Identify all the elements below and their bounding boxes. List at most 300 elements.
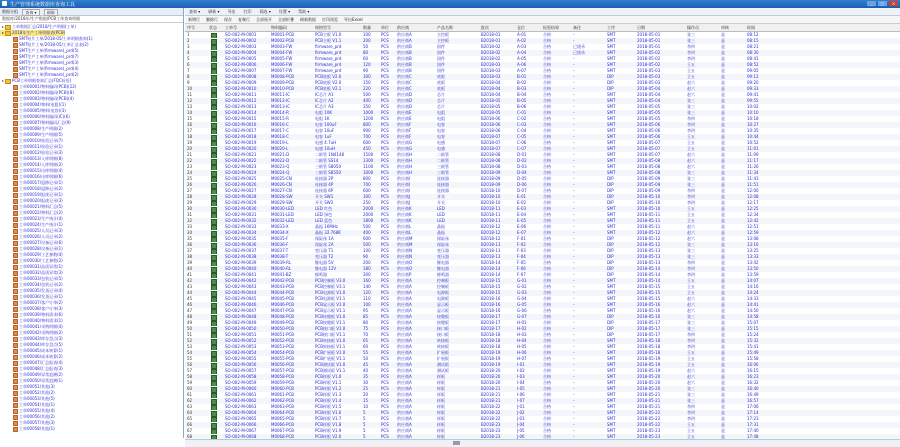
tree-node-label: 工单00035/发货记录(4): [19, 288, 63, 293]
query-button[interactable]: 查询 ▾: [22, 9, 39, 16]
table-cell: SO-002-M-0043: [225, 284, 257, 289]
table-cell: 2018-05-16: [637, 314, 661, 319]
document-icon: [13, 199, 18, 204]
table-cell: 14:07: [747, 278, 759, 283]
table-cell: 供应商B: [397, 56, 412, 61]
main-panel: [185, 8, 900, 438]
table-cell: 供应商H: [397, 158, 413, 163]
column-header[interactable]: 序号: [187, 25, 195, 30]
document-icon: [13, 85, 18, 90]
table-cell: SMT: [607, 278, 616, 283]
table-cell: I-04: [517, 380, 525, 385]
table-cell: B2018-11: [481, 212, 501, 217]
table-cell: -: [573, 80, 575, 85]
table-cell: PCS: [381, 350, 389, 355]
table-cell: SMT: [607, 56, 616, 61]
column-header[interactable]: 审核: [721, 25, 729, 30]
table-cell: 2018-05-17: [637, 332, 661, 337]
maximize-button[interactable]: □: [878, 1, 887, 6]
table-cell: 连接器: [437, 188, 449, 193]
table-cell: 供应商A: [397, 290, 412, 295]
table-cell: 70: [363, 332, 369, 337]
action-button[interactable]: 刷新数据: [300, 17, 316, 22]
table-cell: 供应商A: [397, 362, 412, 367]
table-cell: DIP: [607, 80, 614, 85]
table-cell: M0030-LED: [271, 206, 294, 211]
table-cell: M0025-CN: [271, 176, 292, 181]
table-cell: 合格: [543, 362, 551, 367]
table-cell: SO-002-M-0005: [225, 56, 257, 61]
tree-node-label: 工单00030/工艺参数(2): [19, 258, 63, 263]
table-cell: 2018-05-03: [637, 80, 661, 85]
table-cell: 供应商A: [397, 386, 412, 391]
toolbar-item[interactable]: 刷新 ▾: [208, 9, 220, 14]
table-cell: 是: [721, 194, 725, 199]
table-cell: M0039-RL: [271, 260, 292, 265]
table-cell: 14:24: [747, 290, 759, 295]
table-cell: 李四: [687, 194, 695, 199]
table-cell: B2018-04: [481, 86, 501, 91]
table-cell: 2018-05-14: [637, 278, 661, 283]
action-button[interactable]: 全部折叠: [278, 17, 294, 22]
table-cell: 张三: [687, 326, 695, 331]
tree-node-label: 工单00007/物料编码汇总(9): [19, 120, 71, 125]
table-cell: PCS: [381, 272, 389, 277]
document-icon: [13, 247, 18, 252]
table-cell: B2018-20: [481, 380, 501, 385]
table-cell: M0031-LED: [271, 212, 294, 217]
column-header[interactable]: 规格型号: [315, 25, 331, 30]
table-cell: PCS: [381, 146, 389, 151]
refresh-button[interactable]: 刷新: [44, 9, 58, 16]
expand-toggle-icon[interactable]: ▸: [2, 24, 5, 29]
table-cell: B2018-21: [481, 386, 501, 391]
table-cell: 供应商K: [397, 206, 412, 211]
table-cell: 2018-05-22: [637, 416, 661, 421]
table-cell: 11:17: [747, 158, 759, 163]
table-cell: 16: [187, 122, 193, 127]
table-cell: B2018-02: [481, 50, 501, 55]
table-cell: B2018-03: [481, 68, 501, 73]
resize-handle[interactable]: [453, 441, 460, 445]
table-cell: 2018-05-15: [637, 296, 661, 301]
column-header[interactable]: 工序: [607, 25, 615, 30]
table-cell: 供应商C: [397, 74, 412, 79]
table-cell: 芯片: [437, 98, 445, 103]
table-cell: 开关: [437, 200, 445, 205]
column-header[interactable]: 产品名称: [437, 25, 453, 30]
table-cell: -: [573, 344, 575, 349]
table-cell: 800: [363, 176, 371, 181]
table-cell: -: [573, 296, 575, 301]
table-cell: 合格: [543, 98, 551, 103]
table-cell: 是: [721, 218, 725, 223]
table-cell: G-03: [517, 290, 527, 295]
table-cell: M0007-FW: [271, 68, 293, 73]
table-cell: 是: [721, 350, 725, 355]
table-cell: I-02: [517, 368, 525, 373]
table-cell: 10: [187, 86, 193, 91]
table-cell: 2018-05-13: [637, 260, 661, 265]
table-cell: 赵六: [687, 380, 695, 385]
table-cell: G-07: [517, 314, 527, 319]
column-header[interactable]: 时间: [747, 25, 755, 30]
table-cell: DIP: [607, 236, 614, 241]
action-bar: [185, 16, 900, 24]
table-cell: -: [573, 320, 575, 325]
table-cell: SO-002-M-0033: [225, 224, 257, 229]
table-cell: PCS: [381, 428, 389, 433]
table-cell: 合格: [543, 140, 551, 145]
table-cell: 200: [363, 38, 371, 43]
table-cell: 14:58: [747, 314, 759, 319]
table-cell: 晶振 16MHz: [315, 224, 338, 229]
table-cell: 供应商M: [397, 236, 413, 241]
table-cell: B2018-01: [481, 32, 501, 37]
table-cell: 2018-05-04: [637, 92, 661, 97]
table-cell: LED: [437, 206, 445, 211]
column-header[interactable]: 物料编码: [271, 25, 287, 30]
table-cell: 李四: [687, 122, 695, 127]
table-cell: M0028-SW: [271, 194, 293, 199]
table-cell: 李四: [687, 200, 695, 205]
column-header[interactable]: 操作员: [687, 25, 699, 30]
tree-node-label: SMT生产工单(firmware)_prd(2): [19, 72, 79, 77]
table-cell: SO-002-M-0010: [225, 86, 257, 91]
table-cell: 张三: [687, 32, 695, 37]
table-cell: -: [573, 404, 575, 409]
table-cell: -: [573, 290, 575, 295]
table-cell: 电源板: [437, 290, 449, 295]
table-cell: 11: [187, 92, 193, 97]
table-cell: PCS: [381, 86, 389, 91]
table-cell: 是: [721, 290, 725, 295]
table-cell: 12:08: [747, 194, 759, 199]
table-cell: 15: [363, 398, 369, 403]
table-cell: 李四: [687, 128, 695, 133]
table-cell: 李四: [687, 116, 695, 121]
table-cell: 转接板: [437, 338, 449, 343]
table-cell: -: [573, 434, 575, 439]
table-cell: -: [573, 86, 575, 91]
table-cell: 赵六: [687, 224, 695, 229]
table-cell: M0048-PCB: [271, 314, 295, 319]
table-cell: 合格: [543, 296, 551, 301]
tree-node-label: 工单00047/汇总报表(4): [19, 360, 63, 365]
table-cell: H-07: [517, 356, 527, 361]
table-cell: 合格: [543, 278, 551, 283]
column-header[interactable]: 工单号: [225, 25, 237, 30]
table-cell: SO-002-M-0008: [225, 74, 257, 79]
table-cell: 16:32: [747, 380, 759, 385]
table-cell: 42: [187, 278, 193, 283]
table-cell: 是: [721, 170, 725, 175]
table-cell: 120: [363, 62, 371, 67]
table-cell: 晶振 32.768K: [315, 230, 341, 235]
table-cell: IC芯片 A2: [315, 98, 334, 103]
column-header[interactable]: 状态: [209, 25, 217, 30]
action-button[interactable]: 保存: [224, 17, 232, 22]
table-cell: PCB接口板 V1.1: [315, 332, 346, 337]
table-cell: 12:51: [747, 224, 759, 229]
table-cell: 是: [721, 308, 725, 313]
table-cell: -: [573, 182, 575, 187]
tree-node-label: 工单00021/物料汇总(5): [19, 204, 63, 209]
table-cell: B2018-17: [481, 326, 501, 331]
table-cell: 50: [363, 356, 369, 361]
table-cell: 接口板: [437, 326, 449, 331]
action-button[interactable]: 导出Excel: [344, 17, 363, 22]
table-cell: DIP: [607, 86, 614, 91]
toolbar-item[interactable]: 筛选 ▾: [259, 9, 271, 14]
column-header[interactable]: 仓位: [517, 25, 525, 30]
table-cell: 是: [721, 272, 725, 277]
table-cell: 5: [363, 434, 366, 439]
toolbar-item[interactable]: 导出: [227, 9, 236, 14]
table-cell: firmware_prd: [315, 56, 342, 61]
table-cell: M0047-PCB: [271, 308, 295, 313]
column-header[interactable]: 供应商: [397, 25, 409, 30]
table-cell: 赵六: [687, 86, 695, 91]
table-cell: 65: [187, 416, 193, 421]
table-cell: 是: [721, 128, 725, 133]
table-cell: B-02: [517, 80, 527, 85]
table-cell: DIP: [607, 332, 614, 337]
table-cell: 连接器: [437, 182, 449, 187]
table-cell: 供应商A: [397, 308, 412, 313]
table-cell: E-02: [517, 200, 527, 205]
table-cell: PCS: [381, 218, 389, 223]
column-header[interactable]: 数量: [363, 25, 371, 30]
table-cell: 60: [363, 56, 369, 61]
table-cell: PCS: [381, 50, 389, 55]
table-cell: 控制板: [437, 284, 449, 289]
table-cell: D-04: [517, 170, 527, 175]
table-cell: 40: [187, 266, 193, 271]
table-cell: SMT: [607, 32, 616, 37]
tree-node-label: 工单00050/异常追溯(1): [19, 378, 63, 383]
table-cell: DIP: [607, 200, 614, 205]
table-cell: C-04: [517, 128, 527, 133]
table-cell: 王五: [687, 356, 695, 361]
table-cell: SMT: [607, 164, 616, 169]
action-button[interactable]: 全部展开: [256, 17, 272, 22]
table-cell: 是: [721, 314, 725, 319]
table-cell: 08:21: [747, 44, 759, 49]
action-button[interactable]: 复制行: [238, 17, 250, 22]
table-cell: PCS: [381, 98, 389, 103]
table-cell: 样板: [437, 428, 445, 433]
table-cell: PCS: [381, 296, 389, 301]
table-cell: 2018-05-21: [637, 392, 661, 397]
toolbar-item[interactable]: 打印: [243, 9, 252, 14]
table-cell: 100: [363, 248, 371, 253]
column-header[interactable]: 检验结果: [543, 25, 559, 30]
table-cell: 是: [721, 32, 725, 37]
table-cell: 供应商A: [397, 374, 412, 379]
table-cell: B2018-12: [481, 236, 501, 241]
expand-toggle-icon[interactable]: ▸: [2, 30, 5, 35]
table-cell: B2018-21: [481, 398, 501, 403]
table-cell: 2018-05-01: [637, 44, 661, 49]
table-cell: PCS: [381, 278, 389, 283]
toolbar-item[interactable]: 设置 ▾: [278, 9, 291, 14]
table-cell: SO-002-M-0051: [225, 332, 257, 337]
table-cell: 主控板: [437, 32, 449, 37]
table-cell: 17:14: [747, 410, 759, 415]
table-cell: 供应商A: [397, 398, 412, 403]
table-cell: J-04: [517, 422, 525, 427]
toolbar-item[interactable]: 帮助 ▾: [298, 9, 310, 14]
table-cell: 样板: [437, 380, 445, 385]
table-cell: -: [573, 362, 575, 367]
table-cell: 合格: [543, 176, 551, 181]
table-cell: PCB样板 V1.1: [315, 380, 342, 385]
table-cell: 22: [187, 158, 193, 163]
table-cell: B2018-23: [481, 428, 501, 433]
table-cell: 测试板: [437, 368, 449, 373]
table-cell: SMT: [607, 116, 616, 121]
table-cell: F-02: [517, 242, 526, 247]
table-cell: 54: [187, 350, 193, 355]
table-cell: 供应商C: [397, 80, 412, 85]
table-cell: 合格: [543, 242, 551, 247]
table-cell: -: [573, 170, 575, 175]
tree-node-label: 工单00029/工艺参数(4): [19, 252, 63, 257]
action-button[interactable]: 打印预览: [322, 17, 338, 22]
table-cell: 是: [721, 296, 725, 301]
document-icon: [13, 421, 18, 426]
table-cell: -: [573, 410, 575, 415]
table-cell: B2018-07: [481, 140, 501, 145]
table-cell: 李四: [687, 44, 695, 49]
toolbar-item[interactable]: 查询 ▾: [189, 9, 201, 14]
action-button[interactable]: 新增行: [188, 17, 200, 22]
column-header[interactable]: 单位: [381, 25, 389, 30]
table-cell: PCS: [381, 362, 389, 367]
table-cell: 李四: [687, 260, 695, 265]
table-cell: 47: [187, 308, 193, 313]
table-cell: 合格: [543, 38, 551, 43]
minimize-button[interactable]: _: [867, 1, 876, 6]
table-cell: 是: [721, 416, 725, 421]
action-button[interactable]: 删除行: [206, 17, 218, 22]
table-cell: 1: [187, 32, 190, 37]
table-cell: 5: [187, 56, 190, 61]
table-cell: B2018-22: [481, 416, 501, 421]
table-cell: 24: [187, 170, 193, 175]
table-cell: PCS: [381, 236, 389, 241]
table-cell: 11:34: [747, 170, 759, 175]
table-cell: PCS: [381, 302, 389, 307]
table-cell: D-05: [517, 176, 527, 181]
table-cell: 2018-05-19: [637, 362, 661, 367]
table-cell: SO-002-M-0053: [225, 344, 257, 349]
table-cell: 电感: [437, 146, 445, 151]
tree-node[interactable]: [0, 426, 55, 432]
table-cell: -: [573, 122, 575, 127]
close-button[interactable]: ×: [889, 1, 898, 6]
column-header[interactable]: 日期: [637, 25, 645, 30]
document-icon: [13, 187, 18, 192]
table-cell: C-01: [517, 110, 527, 115]
column-header[interactable]: 备注: [573, 25, 581, 30]
table-cell: 供应商A: [397, 434, 412, 439]
table-cell: H-04: [517, 338, 527, 343]
table-cell: A-05: [517, 56, 527, 61]
table-cell: 样板: [437, 392, 445, 397]
table-cell: B2018-01: [481, 38, 501, 43]
table-cell: 80: [363, 50, 369, 55]
table-cell: 继电器: [437, 260, 449, 265]
table-cell: 是: [721, 338, 725, 343]
document-icon: [13, 217, 18, 222]
table-cell: 接口板: [437, 332, 449, 337]
document-icon: [13, 193, 18, 198]
table-cell: SO-002-M-0060: [225, 386, 257, 391]
column-header[interactable]: 批次: [481, 25, 489, 30]
table-cell: 二极管 1N4148: [315, 152, 344, 157]
table-cell: SO-002-M-0001: [225, 32, 257, 37]
table-cell: 芯片: [437, 92, 445, 97]
table-cell: DIP: [607, 266, 614, 271]
table-cell: B2018-05: [481, 110, 501, 115]
document-icon: [13, 271, 18, 276]
table-cell: SMT: [607, 428, 616, 433]
table-cell: 2018-05-02: [637, 62, 661, 67]
tree-node-label: 工单00045/成本核算(1): [19, 348, 63, 353]
table-cell: SO-002-M-0045: [225, 296, 257, 301]
table-cell: 合格: [543, 326, 551, 331]
table-cell: B2018-09: [481, 182, 501, 187]
tree-node-label: SMT贴片工单/2018-05/工单汇总表(2): [19, 42, 89, 47]
table-cell: 电感 10uH: [315, 146, 335, 151]
table-cell: 2018-05-12: [637, 236, 661, 241]
table-cell: 王五: [687, 218, 695, 223]
table-cell: -: [573, 176, 575, 181]
table-cell: M0023-Q: [271, 164, 290, 169]
table-cell: 供应商P: [397, 272, 412, 277]
table-cell: -: [573, 242, 575, 247]
table-cell: 09:41: [747, 92, 759, 97]
table-cell: -: [573, 350, 575, 355]
table-cell: PCS: [381, 374, 389, 379]
table-cell: B2018-06: [481, 122, 501, 127]
table-cell: 保险丝: [437, 242, 449, 247]
table-cell: LED: [437, 218, 445, 223]
table-cell: 合格: [543, 230, 551, 235]
table-cell: 赵六: [687, 236, 695, 241]
table-cell: 供应商E: [397, 110, 412, 115]
table-cell: M0035-F: [271, 236, 289, 241]
table-cell: 60: [363, 344, 369, 349]
table-cell: SMT: [607, 146, 616, 151]
table-cell: 2018-05-18: [637, 338, 661, 343]
table-cell: 10:44: [747, 134, 759, 139]
table-cell: 45: [363, 362, 369, 367]
table-cell: 连接器: [437, 176, 449, 181]
table-cell: SO-002-M-0014: [225, 110, 257, 115]
tree-node-label: 工单00025/人员记录(3): [19, 228, 63, 233]
document-icon: [13, 43, 18, 48]
table-cell: 350: [363, 104, 371, 109]
expand-toggle-icon[interactable]: ▸: [2, 78, 5, 83]
table-cell: PCS: [381, 164, 389, 169]
table-cell: E-05: [517, 218, 527, 223]
table-cell: E-07: [517, 230, 527, 235]
table-cell: PCS: [381, 176, 389, 181]
table-cell: 31: [187, 212, 193, 217]
